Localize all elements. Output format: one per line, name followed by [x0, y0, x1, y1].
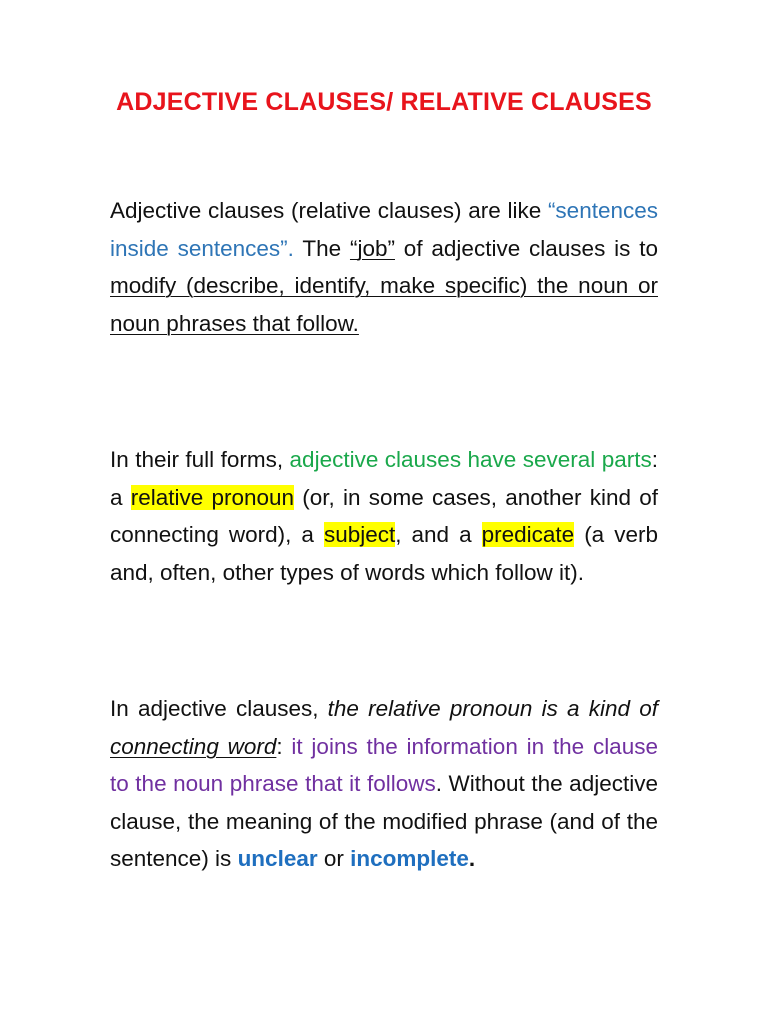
p3-text-2: : [276, 733, 292, 759]
p3-italic-text: the relative pronoun is a kind of [327, 696, 658, 721]
p2-text-2: : a [110, 447, 658, 510]
p2-text-4: , and a [395, 522, 482, 547]
p1-modify-underlined: modify (describe, identify, make specific) the noun or noun phrases that follow. [110, 273, 658, 336]
p3-final-period: . [468, 846, 476, 871]
p2-text-1: In their full forms, [110, 447, 290, 472]
p2-highlight-predicate: predicate [481, 522, 575, 547]
p2-highlight-relative-pronoun: relative pronoun [130, 484, 295, 510]
p2-several-parts: adjective clauses have several parts [289, 447, 652, 472]
p3-text-1: In adjective clauses, [110, 696, 328, 721]
p2-text-3: (or, in some cases, another kind of connecting word), a [110, 484, 658, 547]
p1-text-1: Adjective clauses (relative clauses) are like [110, 198, 548, 223]
p3-incomplete: incomplete [350, 846, 469, 871]
p2-text-5: (a verb and, often, other types of words which follow it). [110, 522, 658, 585]
p1-job-underlined: “job” [349, 235, 395, 261]
p1-text-2: The [293, 235, 350, 261]
p1-text-3: of adjective clauses is to [394, 235, 658, 261]
paragraph-definition [110, 192, 658, 342]
p3-purple-text: it joins the information in the clause to the noun phrase that it follows [110, 733, 658, 796]
p3-unclear: unclear [237, 846, 318, 871]
page-title: ADJECTIVE CLAUSES/ RELATIVE CLAUSES [116, 88, 652, 116]
p3-connecting-word: connecting word [110, 733, 277, 759]
paragraph-relative-pronoun [110, 690, 658, 878]
p2-highlight-subject: subject [323, 522, 396, 547]
p1-quote-sentences: “sentences inside sentences”. [110, 198, 658, 261]
paragraph-parts [110, 441, 658, 591]
p3-text-3: . Without the adjective clause, the meaning of the modified phrase (and of the sentence) is [110, 771, 658, 871]
p3-text-4: or [317, 846, 351, 871]
